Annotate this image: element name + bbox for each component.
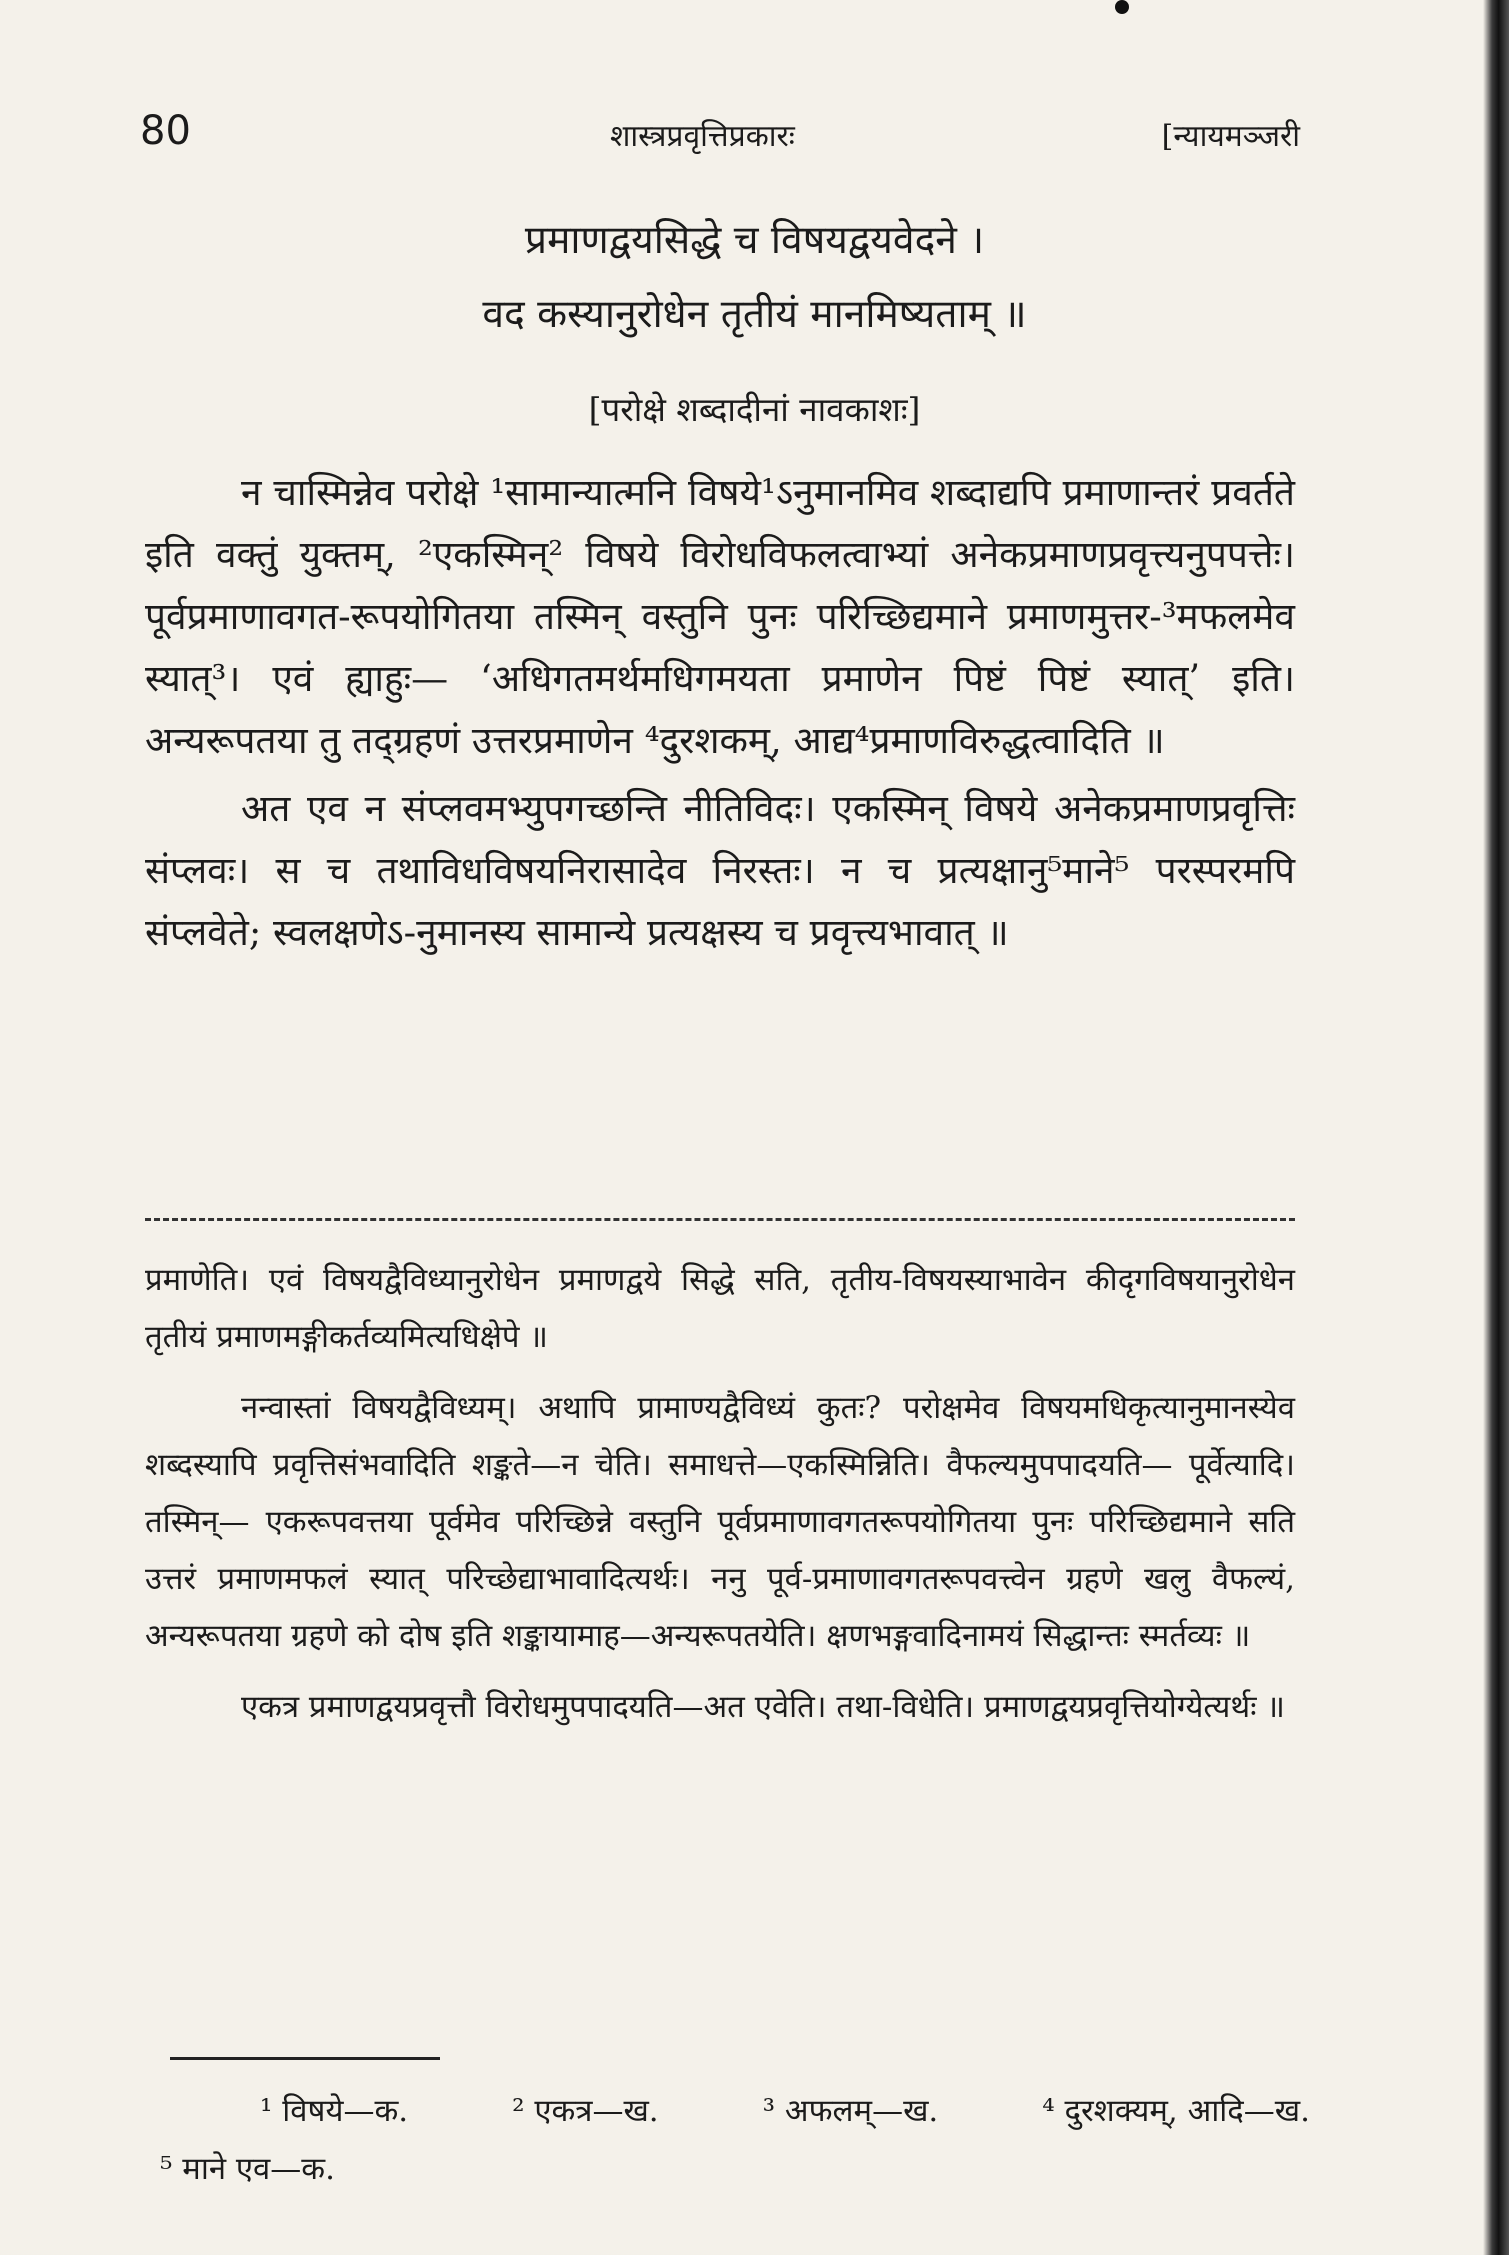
main-paragraph: अत एव न संप्लवमभ्युपगच्छन्ति नीतिविदः। एकस्मिन् विषये अनेकप्रमाणप्रवृत्तिः संप्लवः। स च तथाविधविषयनिरासादेव निरस्तः। न च प्रत्यक्षानु⁵माने⁵ परस्परमपि संप्लवेते; स्वलक्षणेऽ-नुमानस्य सामान्ये प्रत्यक्षस्य च प्रवृत्त्यभावात् ॥ (145, 787, 1295, 954)
running-title: शास्त्रप्रवृत्तिप्रकारः (610, 119, 795, 154)
ink-dot (1115, 0, 1129, 14)
footnote-3: ³ अफलम्—ख. (762, 2093, 939, 2129)
footnote-5: ⁵ माने एव—क. (160, 2151, 335, 2187)
commentary-text (145, 1252, 1295, 1750)
footnote-rule (170, 2057, 440, 2060)
commentary-divider (145, 1218, 1295, 1221)
footnote-1: ¹ विषये—क. (260, 2093, 409, 2129)
main-text (145, 462, 1295, 970)
commentary-paragraph: नन्वास्तां विषयद्वैविध्यम्। अथापि प्रामाण्यद्वैविध्यं कुतः? परोक्षमेव विषयमधिकृत्यानुमानस्येव शब्दस्यापि प्रवृत्तिसंभवादिति शङ्कते—न चेति। समाधत्ते—एकस्मिन्निति। वैफल्यमुपपादयति— पूर्वेत्यादि। तस्मिन्— एकरूपवत्तया पूर्वमेव परिच्छिन्ने वस्तुनि पूर्वप्रमाणावगतरूपयोगितया पुनः परिच्छिद्यमाने सति उत्तरं प्रमाणमफलं स्यात् परिच्छेद्याभावादित्यर्थः। ननु पूर्व-प्रमाणावगतरूपवत्त्वेन ग्रहणे खलु वैफल्यं, अन्यरूपतया ग्रहणे को दोष इति शङ्कायामाह—अन्यरूपतयेति। क्षणभङ्गवादिनामयं सिद्धान्तः स्मर्तव्यः ॥ (145, 1390, 1295, 1654)
page-number: 80 (140, 108, 191, 154)
commentary-paragraph: एकत्र प्रमाणद्वयप्रवृत्तौ विरोधमुपपादयति—अत एवेति। तथा-विधेति। प्रमाणद्वयप्रवृत्तियोग्येत्यर्थः ॥ (241, 1689, 1285, 1725)
section-subheading: [परोक्षे शब्दादीनां नावकाशः] (588, 390, 921, 429)
footnotes (150, 2082, 1310, 2198)
footnote-4: ⁴ दुरशक्यम्, आदि—ख. (1042, 2093, 1310, 2129)
commentary-paragraph: प्रमाणेति। एवं विषयद्वैविध्यानुरोधेन प्रमाणद्वये सिद्धे सति, तृतीय-विषयस्याभावेन कीदृगविषयानुरोधेन तृतीयं प्रमाणमङ्गीकर्तव्यमित्यधिक्षेपे ॥ (145, 1262, 1295, 1355)
footnote-2: ² एकत्र—ख. (512, 2093, 659, 2129)
section-reference: [न्यायमञ्जरी (1161, 119, 1300, 154)
footnote-row (150, 2140, 1310, 2198)
verse-line-2: वद कस्यानुरोधेन तृतीयं मानमिष्यताम् ॥ (482, 292, 1027, 337)
main-paragraph: न चास्मिन्नेव परोक्षे ¹सामान्यात्मनि विषये¹ऽनुमानमिव शब्दाद्यपि प्रमाणान्तरं प्रवर्तते इति वक्तुं युक्तम्, ²एकस्मिन्² विषये विरोधविफलत्वाभ्यां अनेकप्रमाणप्रवृत्त्यनुपपत्तेः। पूर्वप्रमाणावगत-रूपयोगितया तस्मिन् वस्तुनि पुनः परिच्छिद्यमाने प्रमाणमुत्तर-³मफलमेव स्यात्³। एवं ह्याहुः— ‘अधिगतमर्थमधिगमयता प्रमाणेन पिष्टं पिष्टं स्यात्’ इति। अन्यरूपतया तु तद्ग्रहणं उत्तरप्रमाणेन ⁴दुरशकम्, आद्य⁴प्रमाणविरुद्धत्वादिति ॥ (145, 471, 1295, 762)
page-header (140, 108, 1300, 158)
verse-line-1: प्रमाणद्वयसिद्धे च विषयद्वयवेदने । (524, 218, 985, 263)
footnote-row (150, 2082, 1310, 2140)
